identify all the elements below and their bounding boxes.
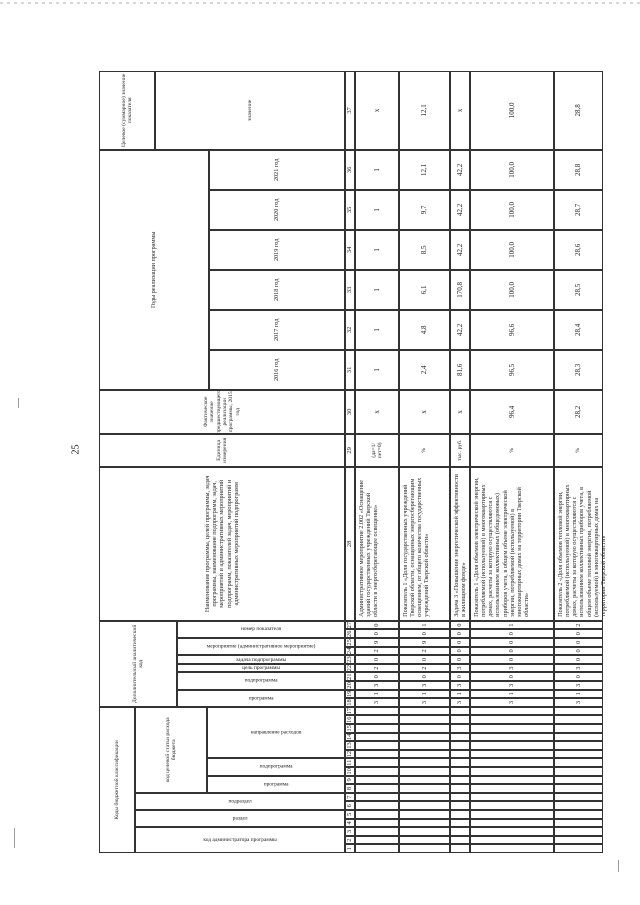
budget-code-cell [450,707,470,716]
code-digit: 3 [450,698,470,707]
column-number: 1 [345,844,355,853]
budget-code-cell [554,707,603,716]
budget-code-cell [470,827,554,836]
column-number: 28 [345,467,355,621]
indicator-year-value: 28,4 [554,310,603,350]
code-digit: 3 [450,664,470,673]
code-digit: 1 [399,621,450,630]
code-digit: 0 [470,672,554,681]
header-admin-code-label: код администратора программы [203,836,277,843]
indicator-year-value: 42,2 [450,190,470,230]
budget-code-cell [399,707,450,716]
header-extra-indicator-label: номер показателя [240,626,282,633]
header-extra-measure-label: мероприятие (административное мероприятие) [206,643,316,650]
indicator-year-value: 28,8 [554,150,603,190]
header-fact: Фактическое значение предшествующего реализации программы, 2015 год [99,390,345,434]
column-number: 25 [346,639,354,646]
header-target: Целевое (суммарное) значение показателя [99,71,155,150]
budget-code-cell [399,767,450,776]
budget-code-cell [450,758,470,767]
header-year-0: 2016 год [209,350,345,390]
budget-code-cell [355,827,399,836]
header-subsection-label: подраздел [228,798,252,805]
indicator-target: 12,1 [399,71,450,150]
code-digit: 0 [450,629,470,638]
code-digit: 9 [399,638,450,647]
header-extra-code: Дополнительный аналитический код [99,621,177,707]
column-number: 37 [345,71,355,150]
column-number: 16 [346,716,354,723]
budget-code-cell [399,715,450,724]
code-digit: 0 [554,647,603,656]
indicator-target: 100,0 [470,71,554,150]
budget-code-cell [355,819,399,828]
header-unit: Единица измерения [99,434,345,467]
budget-code-cell [450,810,470,819]
header-year-1: 2017 год [209,310,345,350]
header-section-label: раздел [232,815,248,822]
indicator-year-value: 96,5 [470,350,554,390]
budget-code-cell [554,715,603,724]
budget-code-cell [470,810,554,819]
budget-code-cell [450,784,470,793]
budget-code-cell [399,776,450,785]
budget-code-cell [355,784,399,793]
budget-code-cell [470,750,554,759]
budget-code-cell [399,758,450,767]
code-digit: 0 [554,638,603,647]
indicator-year-value: 1 [355,310,399,350]
indicator-fact: х [355,390,399,434]
column-number: 32 [345,310,355,350]
column-number: 13 [346,742,354,749]
budget-code-cell [355,707,399,716]
budget-code-cell [355,801,399,810]
budget-code-cell [554,801,603,810]
column-number: 36 [345,150,355,190]
code-digit: 3 [355,681,399,690]
column-number: 3 [345,827,355,836]
budget-code-cell [355,776,399,785]
indicator-year-value: 42,2 [450,150,470,190]
budget-code-cell [399,741,450,750]
column-number: 23 [346,656,354,663]
code-digit: 1 [470,690,554,699]
header-year-5: 2021 год [209,150,345,190]
budget-code-cell [399,793,450,802]
budget-code-cell [450,844,470,853]
code-digit: 0 [399,629,450,638]
header-subsection [135,793,345,810]
indicator-name: Показатель 2 «Доля объемов тепловой энергии, потребляемой (используемой) в многоквартирных домах, расчеты за которую осуществляются с использованием коллективных приборов учета, в общем объеме тепловой энергии, потребляемой (используемой) в многоквартирных домах на территории Тверской области» [554,467,603,621]
budget-code-cell [355,758,399,767]
budget-code-cell [470,707,554,716]
header-subprogram-label: подпрограмма [259,763,293,770]
indicator-unit: % [470,434,554,467]
budget-code-cell [450,793,470,802]
margin-mark [618,860,619,872]
budget-code-cell [470,767,554,776]
header-extra-measure [177,638,345,655]
indicator-year-value: 28,3 [554,350,603,390]
budget-code-cell [470,758,554,767]
header-expense-direction [207,707,345,759]
budget-code-cell [450,801,470,810]
code-digit: 1 [450,690,470,699]
column-number: 22 [346,664,354,672]
budget-code-cell [450,819,470,828]
header-section [135,810,345,827]
code-digit: 0 [554,629,603,638]
budget-code-cell [399,836,450,845]
budget-code-cell [554,844,603,853]
code-digit: 3 [355,698,399,707]
budget-code-cell [554,750,603,759]
code-digit: 2 [399,664,450,673]
budget-code-cell [399,844,450,853]
code-digit: 2 [554,621,603,630]
code-digit: 0 [450,655,470,664]
header-admin-code [135,827,345,853]
indicator-year-value: 96,6 [470,310,554,350]
budget-code-cell [554,767,603,776]
budget-code-cell [470,776,554,785]
code-digit: 1 [399,690,450,699]
budget-code-cell [554,741,603,750]
code-digit: 0 [470,647,554,656]
budget-code-cell [450,724,470,733]
column-number: 9 [345,776,355,785]
indicator-target: х [450,71,470,150]
column-number: 7 [345,793,355,802]
indicator-year-value: 1 [355,230,399,270]
budget-code-cell [355,750,399,759]
header-extra-task [177,655,345,664]
budget-code-cell [399,750,450,759]
budget-code-cell [450,741,470,750]
budget-code-cell [355,793,399,802]
budget-code-cell [554,758,603,767]
indicator-year-value: 100,0 [470,190,554,230]
column-number: 2 [345,836,355,845]
header-extra-goal-label: цель программы [242,665,280,671]
budget-code-cell [470,793,554,802]
code-digit: 2 [355,647,399,656]
budget-code-cell [450,750,470,759]
column-number: 29 [345,434,355,467]
indicator-unit: тыс. руб. [450,434,470,467]
indicator-fact: х [450,390,470,434]
indicator-year-value: 170,8 [450,270,470,310]
header-year-4: 2020 год [209,190,345,230]
column-number: 12 [346,750,354,758]
code-digit: 0 [450,621,470,630]
budget-code-cell [470,801,554,810]
code-digit: 1 [355,690,399,699]
code-digit: 0 [355,672,399,681]
code-digit: 0 [450,672,470,681]
margin-mark [18,398,19,408]
indicator-year-value: 8,5 [399,230,450,270]
header-program-label: программа [263,781,289,788]
budget-code-cell [355,724,399,733]
code-digit: 3 [554,681,603,690]
code-digit: 0 [450,638,470,647]
header-target-value: значение [155,71,345,150]
scan-edge [0,2,640,4]
budget-code-cell [355,715,399,724]
budget-code-cell [450,776,470,785]
code-digit: 0 [399,655,450,664]
budget-code-cell [399,733,450,742]
indicator-year-value: 12,1 [399,150,450,190]
indicator-unit: (да=1/нет=0) [355,434,399,467]
code-digit: 1 [470,621,554,630]
column-number: 24 [346,647,354,655]
column-number: 4 [345,819,355,828]
column-number: 27 [346,621,354,629]
column-number: 5 [345,810,355,819]
indicator-year-value: 28,5 [554,270,603,310]
code-digit: 2 [355,664,399,673]
indicator-name: Задача 3 «Повышение энергетической эффективности в жилищном фонде» [450,467,470,621]
column-number: 8 [345,784,355,793]
indicator-target: х [355,71,399,150]
budget-code-cell [470,715,554,724]
indicator-name: Показатель 1 «Доля государственных учреждений Тверской области, оснащенных энергосберегающим освещением, от общего количества государственных учреждений Тверской области» [399,467,450,621]
column-number: 21 [346,673,354,680]
column-number: 34 [345,230,355,270]
code-digit: 3 [470,664,554,673]
header-extra-subprogram [177,672,345,689]
budget-code-cell [554,819,603,828]
page-number: 25 [70,444,82,455]
indicator-year-value: 42,2 [450,310,470,350]
indicator-fact: 28,2 [554,390,603,434]
code-digit: 3 [399,681,450,690]
budget-code-cell [399,819,450,828]
column-number: 15 [346,725,354,732]
budget-code-cell [450,767,470,776]
header-extra-program [177,690,345,707]
indicator-name: Показатель 1 «Доля объемов электрической энергии, потребляемой (используемой) в многоквартирных домах, расчеты за которую осуществляются с использованием коллективных (общедомовых) приборов учета, в общем объеме электрической энергии, потребляемой (используемой) в многоквартирных домах на территории Тверской области» [470,467,554,621]
column-number: 18 [346,699,354,706]
budget-code-cell [399,827,450,836]
code-digit: 0 [470,655,554,664]
budget-code-cell [450,827,470,836]
code-digit: 3 [554,664,603,673]
column-number: 31 [345,350,355,390]
code-digit: 3 [554,698,603,707]
header-year-2: 2018 год [209,270,345,310]
header-extra-subprogram-label: подпрограмма [244,677,278,684]
margin-mark [14,828,15,848]
indicator-fact: х [399,390,450,434]
budget-code-cell [554,733,603,742]
header-name: Наименование программы, целей программы, задач программы, наименование подпрограмм, задач, мероприятий и административных мероприятий подпрограмм, показателей задач, мероприятий и административных мероприятий подпрограмм [99,467,345,621]
indicator-unit: % [554,434,603,467]
column-number: 10 [346,768,354,775]
indicator-name: Административное мероприятие 2.002 «Оснащение зданий государственных учреждений Тверской области в энергосберегающее освещение» [355,467,399,621]
indicator-fact: 96,4 [470,390,554,434]
code-digit: 3 [399,698,450,707]
code-digit: 1 [554,690,603,699]
budget-code-cell [470,724,554,733]
header-program [207,776,345,793]
budget-code-cell [554,776,603,785]
indicator-year-value: 6,1 [399,270,450,310]
header-budget-codes: Коды бюджетной классификации [99,707,135,853]
budget-code-cell [399,724,450,733]
indicator-year-value: 100,0 [470,230,554,270]
indicator-year-value: 1 [355,270,399,310]
header-expense-direction-label: направление расходов [250,729,302,736]
code-digit: 0 [355,655,399,664]
header-extra-task-label: задача подпрограммы [235,656,287,663]
column-number: 30 [345,390,355,434]
indicator-year-value: 100,0 [470,270,554,310]
indicator-year-value: 9,7 [399,190,450,230]
header-years: Годы реализации программы [99,150,209,390]
budget-code-cell [355,810,399,819]
code-digit: 0 [554,655,603,664]
indicator-year-value: 1 [355,190,399,230]
indicator-year-value: 1 [355,350,399,390]
budget-code-cell [554,810,603,819]
budget-code-cell [355,836,399,845]
budget-code-cell [355,733,399,742]
indicator-year-value: 2,4 [399,350,450,390]
indicator-year-value: 1 [355,150,399,190]
code-digit: 3 [450,681,470,690]
budget-code-cell [470,733,554,742]
code-digit: 0 [470,629,554,638]
code-digit: 0 [355,621,399,630]
budget-code-cell [399,784,450,793]
code-digit: 0 [450,647,470,656]
indicator-year-value: 42,2 [450,230,470,270]
header-year-3: 2019 год [209,230,345,270]
header-expense-code: код целевой статьи расхода бюджета [135,707,207,793]
code-digit: 3 [470,681,554,690]
column-number: 20 [346,682,354,689]
budget-code-cell [470,844,554,853]
budget-code-cell [355,844,399,853]
indicator-year-value: 28,6 [554,230,603,270]
header-extra-goal [177,664,345,673]
code-digit: 0 [399,672,450,681]
column-number: 35 [345,190,355,230]
header-extra-indicator [177,621,345,638]
budget-code-cell [399,801,450,810]
column-number: 26 [346,630,354,637]
indicator-table [99,73,607,853]
budget-code-cell [355,767,399,776]
budget-code-cell [450,836,470,845]
column-number: 6 [345,801,355,810]
budget-code-cell [554,784,603,793]
budget-code-cell [554,827,603,836]
budget-code-cell [470,784,554,793]
header-subprogram [207,758,345,775]
budget-code-cell [450,715,470,724]
budget-code-cell [399,810,450,819]
budget-code-cell [554,724,603,733]
budget-code-cell [554,793,603,802]
indicator-year-value: 28,7 [554,190,603,230]
budget-code-cell [470,741,554,750]
budget-code-cell [355,741,399,750]
indicator-year-value: 81,6 [450,350,470,390]
code-digit: 3 [470,698,554,707]
column-number: 14 [346,733,354,741]
budget-code-cell [470,819,554,828]
budget-code-cell [554,836,603,845]
code-digit: 0 [470,638,554,647]
indicator-unit: % [399,434,450,467]
column-number: 19 [346,690,354,698]
column-number: 33 [345,270,355,310]
column-number: 17 [346,707,354,715]
indicator-target: 28,8 [554,71,603,150]
indicator-year-value: 100,0 [470,150,554,190]
budget-code-cell [450,733,470,742]
code-digit: 9 [355,638,399,647]
code-digit: 0 [554,672,603,681]
indicator-year-value: 4,8 [399,310,450,350]
code-digit: 2 [399,647,450,656]
column-number: 11 [346,759,354,766]
header-extra-program-label: программа [248,695,274,702]
budget-code-cell [470,836,554,845]
code-digit: 0 [355,629,399,638]
